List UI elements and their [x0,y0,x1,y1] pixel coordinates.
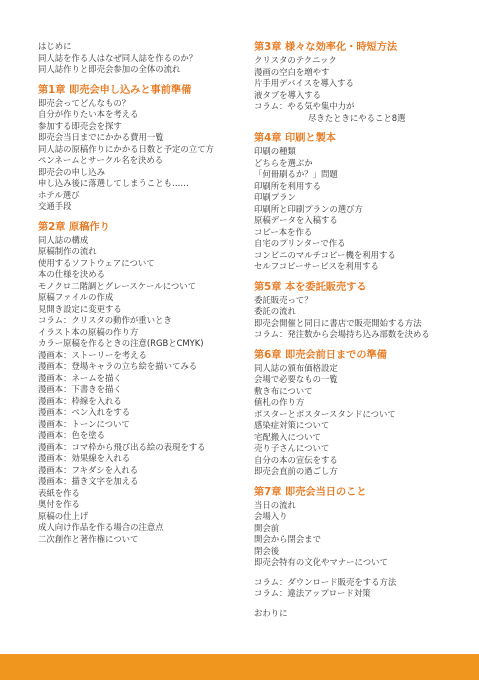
toc-entry: 印刷の種類 [254,146,296,156]
toc-entry: クリスタのテクニック [254,55,337,65]
toc-entry: コラム：クリスタの動作が重いとき [38,315,172,325]
toc-entry: 即売会ってどんなもの？ [38,97,131,108]
chapter-6-list [254,363,454,478]
toc-entry: 奥付を作る [38,499,80,509]
toc-entry: 漫画本：トーンについて [38,418,130,429]
toc-entry: 液タブを導入する [254,89,321,100]
toc-entry: 参加する即売会を探す [38,120,122,131]
chapter-3-title: 第3章 様々な効率化・時短方法 [254,42,398,53]
chapter-6-title: 第6章 即売会前日までの準備 [254,349,387,361]
intro-list [38,41,238,76]
toc-entry: 印刷所を利用する [254,180,321,191]
chapter-3-column-line2: 尽きたときにやること8選 [308,112,406,123]
toc-entry: 見開き設定に変更する [38,303,122,314]
toc-column-entry: コラム：ダウンロード販売をする方法 [254,576,397,587]
chapter-1-title: 第1章 即売会申し込みと事前準備 [38,84,192,96]
toc-entry: 開会から閉会まで [254,534,321,544]
toc-entry: 同人誌を作る人はなぜ同人誌を作るのか？ [38,52,198,63]
toc-entry: 原稿データを入稿する [254,215,338,225]
chapter-1-list [38,98,238,213]
toc-entry: 自分が作りたい本を考える [38,109,139,119]
toc-entry: 会場入り [254,511,288,521]
toc-entry: 漫画本：登場キャラの立ち絵を描いてみる [38,361,198,371]
toc-entry: 二次創作と著作権について [38,533,139,544]
chapter-3-column-line1: コラム：やる気や集中力が [254,101,355,111]
toc-entry: カラー原稿を作るときの注意(RGBとCMYK) [38,338,204,348]
toc-entry: 片手用デバイスを導入する [254,78,354,88]
column-list [254,577,454,600]
toc-entry: ポスターとポスタースタンドについて [254,408,396,419]
toc-entry: コピー本を作る [254,226,313,237]
toc-left-column [38,41,238,545]
toc-entry: はじめに [38,41,72,51]
toc-entry: 漫画本：効果線を入れる [38,453,131,463]
toc-entry: 開会前 [254,522,280,533]
toc-entry: 申し込み後に落選してしまうことも…… [38,178,189,188]
toc-entry: 漫画の空白を増やす [254,66,330,77]
outro: おわりに [254,607,288,618]
footer-bar [0,654,479,680]
toc-entry: 使用するソフトウェアについて [38,257,155,268]
toc-entry: 「何冊刷るか？」問題 [254,169,338,179]
toc-entry: 即売会直前の過ごし方 [254,466,338,476]
toc-entry: 委託販売って？ [254,294,313,305]
toc-entry: 漫画本：描き文字を加える [38,476,139,486]
toc-entry: コンビニのマルチコピー機を利用する [254,249,396,260]
chapter-3-list [254,55,454,101]
toc-right-column [254,41,454,619]
spacer [254,569,454,577]
toc-entry: 同人誌の構成 [38,234,89,245]
toc-entry: 漫画本：枠線を入れる [38,395,122,406]
toc-entry: 同人誌の原稿作りにかかる日数と予定の立て方 [38,143,214,154]
toc-entry: 漫画本：ペン入れをする [38,407,131,417]
chapter-4-title: 第4章 印刷と製本 [254,133,336,144]
toc-entry: 感染症対策について [254,420,330,430]
chapter-5-title: 第5章 本を委託販売する [254,281,367,293]
toc-entry: 即売会当日までにかかる費用一覧 [38,132,164,142]
chapter-4-list [254,146,454,273]
toc-entry: 同人誌の頒布価格設定 [254,362,338,373]
toc-entry: イラスト本の原稿の作り方 [38,326,139,337]
toc-entry: 漫画本：ネームを描く [38,372,122,383]
toc-entry: 自分の本の宣伝をする [254,454,338,465]
toc-entry: モノクロ二階調とグレースケールについて [38,280,197,291]
toc-entry: どちらを選ぶか [254,157,313,168]
toc-entry: 原稿制作の流れ [38,246,97,256]
toc-entry: 漫画本：フキダシを入れる [38,464,139,475]
toc-entry: ペンネームとサークル名を決める [38,155,164,165]
toc-entry: 原稿の仕上げ [38,510,89,521]
toc-entry: 敷き布について [254,385,313,396]
toc-entry: 印刷所と印刷プランの選び方 [254,203,363,214]
toc-entry: 値札の作り方 [254,397,305,407]
chapter-5-list [254,295,454,341]
chapter-7-list [254,500,454,569]
toc-entry: 印刷プラン [254,192,296,202]
toc-entry: 原稿ファイルの作成 [38,292,114,302]
toc-entry: ホテル選び [38,189,80,200]
toc-entry: 本の仕様を決める [38,269,105,279]
chapter-2-list [38,235,238,546]
toc-entry: 自宅のプリンターで作る [254,238,346,248]
toc-entry: 宅配搬入について [254,431,321,442]
toc-entry: 同人誌作りと即売会参加の全体の流れ [38,64,181,74]
toc-entry: 漫画本：下書きを描く [38,384,122,394]
chapter-7-title: 第7章 即売会当日のこと [254,486,367,498]
toc-entry: 委託の流れ [254,306,296,316]
toc-entry: セルフコピーサービスを利用する [254,261,379,271]
toc-entry: 閉会後 [254,545,280,556]
toc-entry: コラム：発注数から会場持ち込み部数を決める [254,329,430,339]
toc-entry: 即売会開催と同日に書店で販売開始する方法 [254,317,422,328]
toc-entry: 即売会特有の文化やマナーについて [254,557,388,567]
toc-entry: 当日の流れ [254,499,296,510]
toc-entry: 成人向け作品を作る場合の注意点 [38,522,164,532]
toc-entry: 交通手段 [38,201,72,211]
toc-column-entry: コラム：違法アップロード対策 [254,588,371,598]
toc-entry: 会場で必要なもの一覧 [254,374,338,384]
toc-entry: 漫画本：色を塗る [38,430,105,440]
toc-entry: 表紙を作る [38,487,80,498]
toc-entry: 漫画本：ストーリーを考える [38,349,147,360]
toc-entry: 即売会の申し込み [38,166,105,177]
toc-entry: 売り子さんについて [254,443,330,453]
toc-entry: 漫画本：コマ枠から飛び出る絵の表現をする [38,441,206,452]
spacer [254,600,454,608]
chapter-2-title: 第2章 原稿作り [38,221,110,233]
